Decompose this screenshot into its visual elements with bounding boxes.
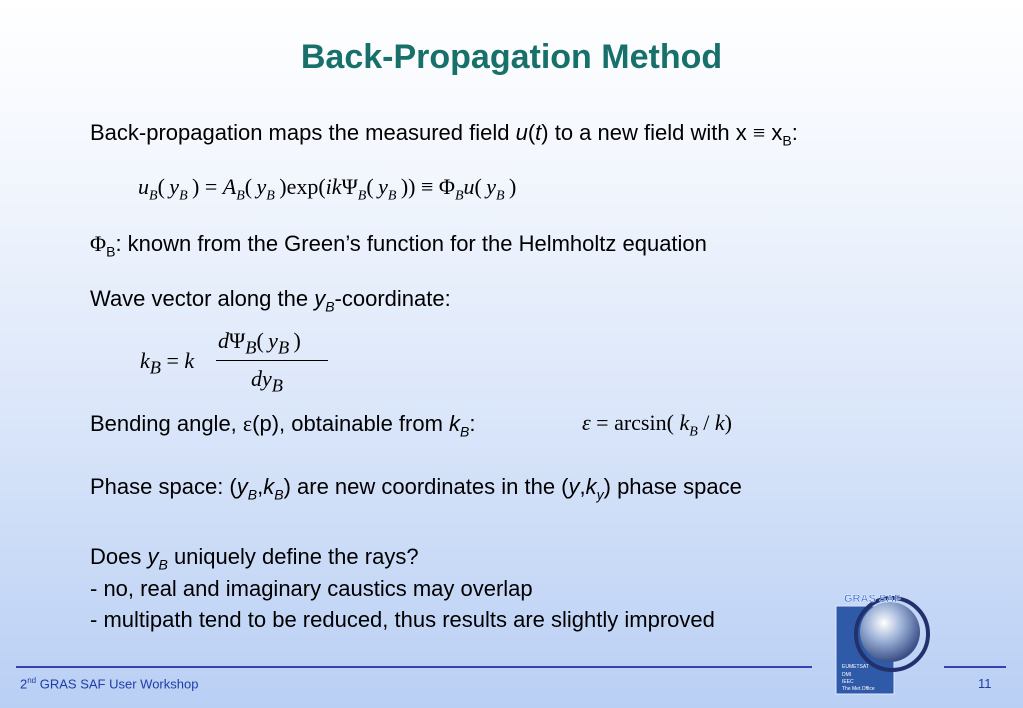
wave-vector-line bbox=[90, 286, 451, 314]
wave-y: y bbox=[314, 286, 326, 311]
logo-line-1: EUMETSAT bbox=[842, 664, 869, 670]
equation-1: $u_B$( $y_B$ ) = $A_B$( $y_B$ )exp(ikΨ$_B$( $y_B$ )) ≡ $\Phi_Bu$( $y_B$ ) bbox=[138, 174, 517, 204]
eq2-denominator: $dy_B$ bbox=[251, 366, 283, 396]
eq2-numerator: $d\Psi_B$( $y_B$ ) bbox=[218, 328, 301, 358]
bending-eps: ε bbox=[242, 411, 253, 436]
footer-label: GRAS SAF User Workshop bbox=[36, 676, 199, 692]
intro-u: u bbox=[515, 120, 528, 145]
phi-line bbox=[90, 231, 707, 259]
bending-colon: : bbox=[469, 411, 476, 436]
logo-globe bbox=[860, 602, 920, 662]
phase-k-sub: B bbox=[274, 486, 284, 503]
footer-sup: nd bbox=[27, 676, 37, 685]
footer-rule-left bbox=[16, 666, 812, 668]
phi-sub: B bbox=[106, 243, 116, 260]
phi-symbol: Φ bbox=[90, 231, 107, 256]
does-sub: B bbox=[158, 556, 168, 573]
does-y: y bbox=[147, 544, 159, 569]
phase-d: ) phase space bbox=[603, 474, 742, 499]
wave-end: -coordinate bbox=[334, 286, 445, 311]
wave-sub: B bbox=[325, 298, 335, 315]
does-b: uniquely define the rays? bbox=[167, 544, 419, 569]
intro-xb: x bbox=[765, 120, 783, 145]
phi-text: : known from the Green’s function for the Helmholtz equation bbox=[115, 231, 707, 256]
bullet-caustics: - no, real and imaginary caustics may overlap bbox=[90, 576, 533, 601]
bending-text: Bending angle, bbox=[90, 411, 243, 436]
question-line bbox=[90, 544, 419, 572]
phase-k: k bbox=[263, 474, 275, 499]
wave-text: Wave vector along the bbox=[90, 286, 315, 311]
phase-a: Phase space: ( bbox=[90, 474, 237, 499]
intro-t: t bbox=[535, 120, 542, 145]
phase-y: y bbox=[236, 474, 248, 499]
eq2-lhs: $k_B = k$ bbox=[140, 348, 195, 378]
logo-line-3: IEEC bbox=[842, 679, 854, 685]
bending-sub: B bbox=[460, 423, 470, 440]
fraction-bar bbox=[216, 360, 328, 361]
logo-line-2: DMI bbox=[842, 672, 852, 678]
intro-mid: to a new field with x bbox=[548, 120, 753, 145]
does-a: Does bbox=[90, 544, 148, 569]
intro-line: Back-propagation maps the measured field u(t) to a new field with $x \equiv x_B$: bbox=[90, 120, 798, 149]
logo-line-4: The Met.Office bbox=[842, 686, 875, 692]
equation-3: ε = arcsin( $k_B / k$) bbox=[582, 410, 732, 440]
slide-title: Back-Propagation Method bbox=[300, 38, 723, 76]
phase-comma: , bbox=[257, 474, 264, 499]
phase-y2: y bbox=[568, 474, 580, 499]
phase-y-sub: B bbox=[247, 486, 258, 503]
phase-c: ) are new coordinates in the ( bbox=[283, 474, 569, 499]
intro-sub-b: B bbox=[782, 132, 792, 149]
bending-p: (p), obtainable from bbox=[252, 411, 450, 436]
footer-rule-right bbox=[944, 666, 1006, 668]
phase-k2: k bbox=[585, 474, 597, 499]
phase-space-line bbox=[90, 474, 742, 502]
phase-ky-sub: y bbox=[596, 486, 604, 503]
gras-saf-logo bbox=[834, 588, 934, 696]
intro-text: Back-propagation maps the measured field bbox=[90, 120, 516, 145]
page-number: 11 bbox=[978, 676, 992, 691]
intro-colon: : bbox=[791, 120, 798, 145]
footer-num: 2 bbox=[20, 676, 28, 692]
bending-k: k bbox=[449, 411, 461, 436]
bending-angle-line bbox=[90, 411, 476, 439]
footer-workshop bbox=[20, 676, 198, 691]
phase-comma2: , bbox=[579, 474, 586, 499]
intro-equiv: ≡ bbox=[752, 120, 766, 145]
logo-title: GRAS SAF bbox=[844, 593, 901, 605]
wave-colon: : bbox=[444, 286, 451, 311]
bullet-multipath: - multipath tend to be reduced, thus results are slightly improved bbox=[90, 607, 715, 632]
